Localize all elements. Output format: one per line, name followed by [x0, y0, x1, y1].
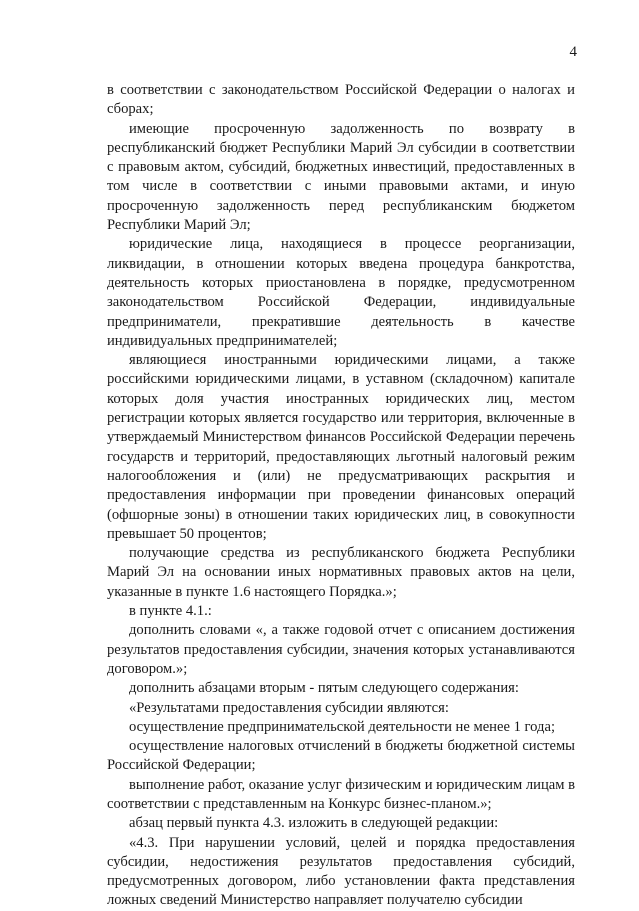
paragraph: являющиеся иностранными юридическими лицами, а также российскими юридическими лицами, в уставном (складочном) капитале которых доля участия иностранных юридических лиц, местом регистрации которых является государство или территория, включенные в утверждаемый Министерством финансов Российской Федерации перечень государств и территорий, предоставляющих льготный налоговый режим налогообложения и (или) не предусматривающих раскрытия и предоставления информации при проведении финансовых операций (офшорные зоны) в отношении таких юридических лиц, в совокупности превышает 50 процентов;	[107, 352, 575, 542]
document-body	[107, 81, 575, 911]
paragraph: в соответствии с законодательством Российской Федерации о налогах и сборах;	[107, 82, 575, 118]
paragraph: осуществление предпринимательской деятельности не менее 1 года;	[129, 718, 555, 735]
paragraph: осуществление налоговых отчислений в бюджеты бюджетной системы Российской Федерации;	[107, 738, 575, 774]
page-number: 4	[569, 44, 577, 60]
paragraph: «4.3. При нарушении условий, целей и порядка предоставления субсидии, недостижения результатов предоставления субсидий, предусмотренных договором, либо установлении факта представления ложных сведений Министерство направляет получателю субсидии	[107, 834, 575, 909]
paragraph: получающие средства из республиканского бюджета Республики Марий Эл на основании иных нормативных правовых актов на цели, указанные в пункте 1.6 настоящего Порядка.»;	[107, 545, 575, 600]
paragraph: абзац первый пункта 4.3. изложить в следующей редакции:	[129, 815, 499, 832]
paragraph: юридические лица, находящиеся в процессе реорганизации, ликвидации, в отношении которых введена процедура банкротства, деятельность которых приостановлена в порядке, предусмотренном законодательством Российской Федерации, индивидуальные предприниматели, прекратившие деятельность в качестве индивидуальных предпринимателей;	[107, 236, 575, 349]
paragraph: «Результатами предоставления субсидии являются:	[129, 699, 449, 716]
paragraph: дополнить словами «, а также годовой отчет с описанием достижения результатов предоставления субсидии, значения которых устанавливаются договором.»;	[107, 622, 575, 677]
paragraph: имеющие просроченную задолженность по возврату в республиканский бюджет Республики Марий Эл субсидии в соответствии с правовым актом, субсидий, бюджетных инвестиций, предоставленных в том числе в соответствии с иными правовыми актами, и иную просроченную задолженность перед республиканским бюджетом Республики Марий Эл;	[107, 120, 575, 234]
paragraph: в пункте 4.1.:	[129, 603, 212, 620]
paragraph: дополнить абзацами вторым - пятым следующего содержания:	[129, 680, 519, 697]
paragraph: выполнение работ, оказание услуг физическим и юридическим лицам в соответствии с представленным на Конкурс бизнес-планом.»;	[107, 776, 576, 812]
